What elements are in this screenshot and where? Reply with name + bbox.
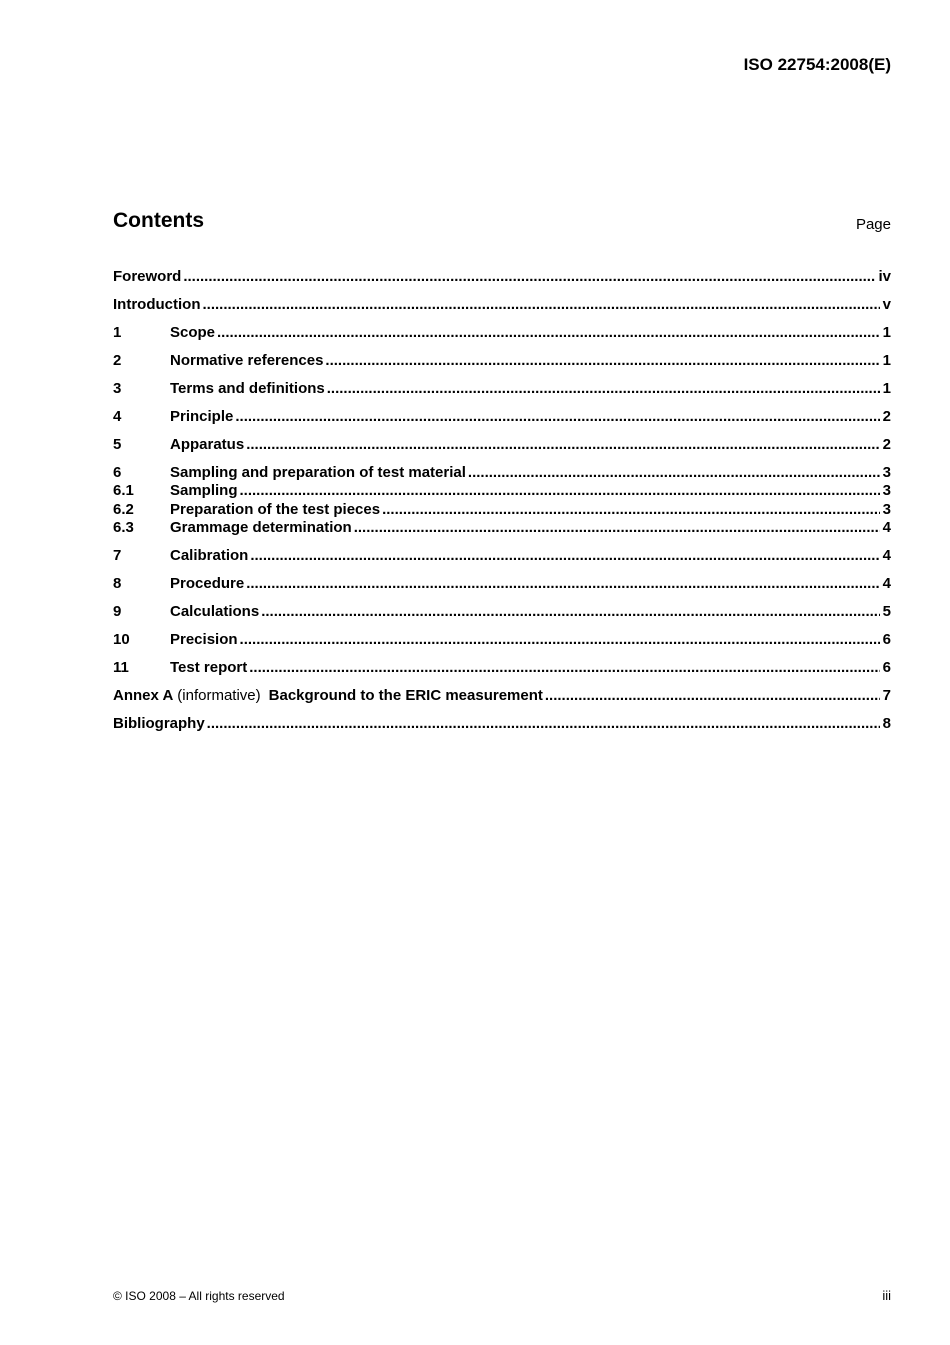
toc-entry-test-report[interactable]	[113, 659, 891, 677]
toc-entry-page: 3	[882, 501, 891, 518]
toc-entry-title: Background to the ERIC measurement	[268, 687, 543, 704]
toc-entry-introduction[interactable]	[113, 296, 891, 314]
toc-entry-preparation-of-test-pieces[interactable]	[113, 501, 891, 519]
toc-entry-page: 7	[882, 687, 891, 704]
toc-entry-page: 4	[882, 547, 891, 564]
leader-dots	[545, 687, 880, 705]
toc-entry-page: v	[882, 296, 891, 313]
toc-entry-apparatus[interactable]	[113, 436, 891, 454]
toc-entry-number: 6.1	[113, 482, 134, 499]
toc-entry-calculations[interactable]	[113, 603, 891, 621]
toc-entry-terms-and-definitions[interactable]	[113, 380, 891, 398]
toc-entry-number: 1	[113, 324, 122, 341]
leader-dots	[261, 603, 879, 621]
toc-entry-precision[interactable]	[113, 631, 891, 649]
toc-entry-number: 9	[113, 603, 122, 620]
toc-entry-page: iv	[878, 268, 891, 285]
toc-entry-title: Procedure	[170, 575, 245, 592]
leader-dots	[327, 380, 880, 398]
toc-entry-number: 6.2	[113, 501, 134, 518]
toc-annex-note: (informative)	[177, 687, 261, 704]
toc-entry-page: 1	[882, 324, 891, 341]
toc-entry-number: 4	[113, 408, 122, 425]
copyright-footer: © ISO 2008 – All rights reserved	[113, 1289, 285, 1303]
toc-annex-label: Annex A	[113, 687, 174, 704]
toc-entry-page: 2	[882, 436, 891, 453]
toc-entry-principle[interactable]	[113, 408, 891, 426]
toc-entry-page: 3	[882, 464, 891, 481]
toc-entry-title: Sampling	[170, 482, 238, 499]
toc-entry-title: Terms and definitions	[170, 380, 325, 397]
leader-dots	[217, 324, 880, 342]
toc-entry-page: 6	[882, 659, 891, 676]
toc-entry-title: Apparatus	[170, 436, 245, 453]
toc-entry-title: Calibration	[170, 547, 249, 564]
toc-entry-title: Principle	[170, 408, 234, 425]
toc-entry-title: Bibliography	[113, 715, 205, 732]
toc-entry-title: Precision	[170, 631, 238, 648]
toc-entry-title: Normative references	[170, 352, 324, 369]
toc-entry-page: 6	[882, 631, 891, 648]
toc-entry-number: 5	[113, 436, 122, 453]
leader-dots	[235, 408, 879, 426]
toc-entry-number: 6	[113, 464, 122, 481]
contents-heading: Contents	[113, 209, 204, 232]
toc-entry-page: 5	[882, 603, 891, 620]
toc-entry-calibration[interactable]	[113, 547, 891, 565]
leader-dots	[240, 482, 880, 500]
toc-entry-scope[interactable]	[113, 324, 891, 342]
toc-entry-number: 8	[113, 575, 122, 592]
toc-entry-title: Scope	[170, 324, 216, 341]
toc-entry-number: 6.3	[113, 519, 134, 536]
toc-entry-annex-a[interactable]	[113, 687, 891, 705]
toc-entry-title: Test report	[170, 659, 248, 676]
leader-dots	[250, 547, 879, 565]
toc-entry-number: 3	[113, 380, 122, 397]
toc-entry-sampling-and-preparation[interactable]	[113, 464, 891, 482]
toc-entry-page: 2	[882, 408, 891, 425]
toc-entry-page: 1	[882, 380, 891, 397]
toc-entry-sampling[interactable]	[113, 482, 891, 500]
toc-entry-title: Introduction	[113, 296, 201, 313]
leader-dots	[354, 519, 880, 537]
page-column-label: Page	[855, 216, 891, 233]
toc-entry-page: 4	[882, 519, 891, 536]
leader-dots	[249, 659, 879, 677]
toc-entry-page: 8	[882, 715, 891, 732]
toc-entry-number: 11	[113, 659, 129, 676]
toc-entry-normative-references[interactable]	[113, 352, 891, 370]
toc-entry-procedure[interactable]	[113, 575, 891, 593]
page-number: iii	[882, 1288, 891, 1303]
leader-dots	[246, 436, 879, 454]
toc-entry-page: 1	[882, 352, 891, 369]
toc-entry-number: 10	[113, 631, 130, 648]
document-id-header: ISO 22754:2008(E)	[743, 55, 891, 74]
leader-dots	[382, 501, 880, 519]
leader-dots	[207, 715, 880, 733]
leader-dots	[325, 352, 879, 370]
toc-entry-title: Calculations	[170, 603, 260, 620]
toc-entry-title: Grammage determination	[170, 519, 352, 536]
toc-entry-title: Preparation of the test pieces	[170, 501, 381, 518]
toc-entry-page: 3	[882, 482, 891, 499]
leader-dots	[240, 631, 880, 649]
toc-entry-grammage-determination[interactable]	[113, 519, 891, 537]
toc-entry-number: 2	[113, 352, 122, 369]
toc-entry-title: Foreword	[113, 268, 182, 285]
toc-entry-bibliography[interactable]	[113, 715, 891, 733]
toc-entry-page: 4	[882, 575, 891, 592]
toc-entry-foreword[interactable]	[113, 268, 891, 286]
leader-dots	[183, 268, 875, 286]
toc-entry-title: Sampling and preparation of test material	[170, 464, 466, 481]
leader-dots	[468, 464, 880, 482]
leader-dots	[202, 296, 879, 314]
toc-entry-number: 7	[113, 547, 122, 564]
leader-dots	[246, 575, 879, 593]
